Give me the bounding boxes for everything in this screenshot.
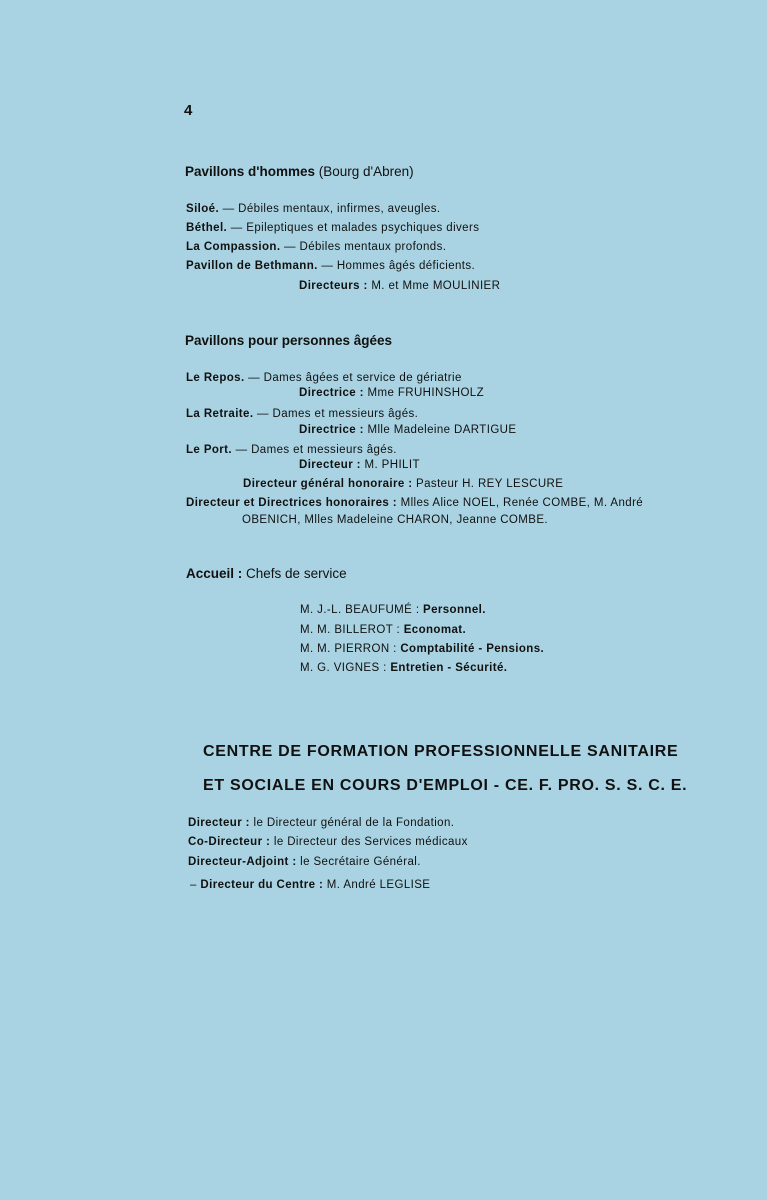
person-name: Mme FRUHINSHOLZ <box>363 387 485 399</box>
item-name: Le Repos. <box>186 372 245 384</box>
directors-label: Directeurs : <box>299 280 368 292</box>
section-title-pavillons-hommes <box>185 164 414 179</box>
centre-row <box>188 817 454 829</box>
item-name: Béthel. <box>186 222 228 234</box>
person-name: Mlle Madeleine DARTIGUE <box>363 424 517 436</box>
staff-row <box>300 604 486 616</box>
honorary-label: Directeur et Directrices honoraires : <box>186 497 398 509</box>
centre-row-last <box>190 879 430 891</box>
staff-role: Entretien - Sécurité. <box>386 662 508 674</box>
honorary-directors-continued: OBENICH, Mlles Madeleine CHARON, Jeanne COMBE. <box>242 514 548 526</box>
section-title-rest: (Bourg d'Abren) <box>315 164 414 179</box>
item-name: Siloé. <box>186 203 220 215</box>
staff-person: M. M. PIERRON : <box>300 643 397 655</box>
staff-row <box>300 643 544 655</box>
role-label: Directeur : <box>299 459 361 471</box>
person-name: M. PHILIT <box>360 459 420 471</box>
item-desc: — Dames et messieurs âgés. <box>232 444 397 456</box>
item-desc: — Epileptiques et malades psychiques divers <box>227 222 480 234</box>
honorary-directors <box>186 497 643 509</box>
centre-row-value: le Directeur des Services médicaux <box>270 836 468 848</box>
staff-row <box>300 624 466 636</box>
role-label: Directrice : <box>299 387 364 399</box>
list-item <box>186 222 479 234</box>
staff-role: Economat. <box>400 624 467 636</box>
item-name: La Retraite. <box>186 408 254 420</box>
directors-value: M. et Mme MOULINIER <box>367 280 501 292</box>
staff-row <box>300 662 507 674</box>
section-title-bold: Pavillons d'hommes <box>185 164 315 179</box>
page-number: 4 <box>184 102 193 119</box>
centre-row-label: Directeur : <box>188 817 250 829</box>
centre-row-value: le Secrétaire Général. <box>296 856 421 868</box>
list-item <box>186 372 462 384</box>
dash-prefix: – <box>190 879 201 891</box>
centre-title-line-2: ET SOCIALE EN COURS D'EMPLOI - CE. F. PRO. S. S. C. E. <box>203 777 688 794</box>
director-line <box>299 387 484 399</box>
item-name: Pavillon de Bethmann. <box>186 260 318 272</box>
centre-row <box>188 836 468 848</box>
item-desc: — Hommes âgés déficients. <box>317 260 476 272</box>
item-desc: — Débiles mentaux profonds. <box>280 241 447 253</box>
list-item <box>186 241 446 253</box>
item-desc: — Dames et messieurs âgés. <box>253 408 419 420</box>
role-label: Directrice : <box>299 424 364 436</box>
list-item <box>186 260 475 272</box>
item-desc: — Dames âgées et service de gériatrie <box>244 372 462 384</box>
section-title-pavillons-agees: Pavillons pour personnes âgées <box>185 333 393 348</box>
director-line <box>299 459 420 471</box>
centre-row <box>188 856 421 868</box>
honorary-value: Pasteur H. REY LESCURE <box>412 478 564 490</box>
directors-line <box>299 280 500 292</box>
staff-person: M. J.-L. BEAUFUMÉ : <box>300 604 420 616</box>
item-name: Le Port. <box>186 444 233 456</box>
centre-row-label: Co-Directeur : <box>188 836 271 848</box>
item-desc: — Débiles mentaux, infirmes, aveugles. <box>219 203 441 215</box>
centre-row-value: le Directeur général de la Fondation. <box>249 817 455 829</box>
centre-row-label: Directeur-Adjoint : <box>188 856 297 868</box>
honorary-value: Mlles Alice NOEL, Renée COMBE, M. André <box>397 497 644 509</box>
staff-person: M. G. VIGNES : <box>300 662 387 674</box>
list-item <box>186 444 397 456</box>
list-item <box>186 203 441 215</box>
staff-role: Personnel. <box>419 604 486 616</box>
accueil-label: Accueil : <box>186 566 243 581</box>
staff-role: Comptabilité - Pensions. <box>396 643 545 655</box>
list-item <box>186 408 418 420</box>
item-name: La Compassion. <box>186 241 281 253</box>
director-line <box>299 424 516 436</box>
honorary-director-general <box>243 478 563 490</box>
honorary-label: Directeur général honoraire : <box>243 478 413 490</box>
accueil-rest: Chefs de service <box>242 566 347 581</box>
centre-row-label: Directeur du Centre : <box>200 879 324 891</box>
centre-title-line-1: CENTRE DE FORMATION PROFESSIONNELLE SANITAIRE <box>203 743 679 760</box>
centre-row-value: M. André LEGLISE <box>323 879 431 891</box>
staff-person: M. M. BILLEROT : <box>300 624 401 636</box>
section-title-accueil <box>186 566 347 581</box>
